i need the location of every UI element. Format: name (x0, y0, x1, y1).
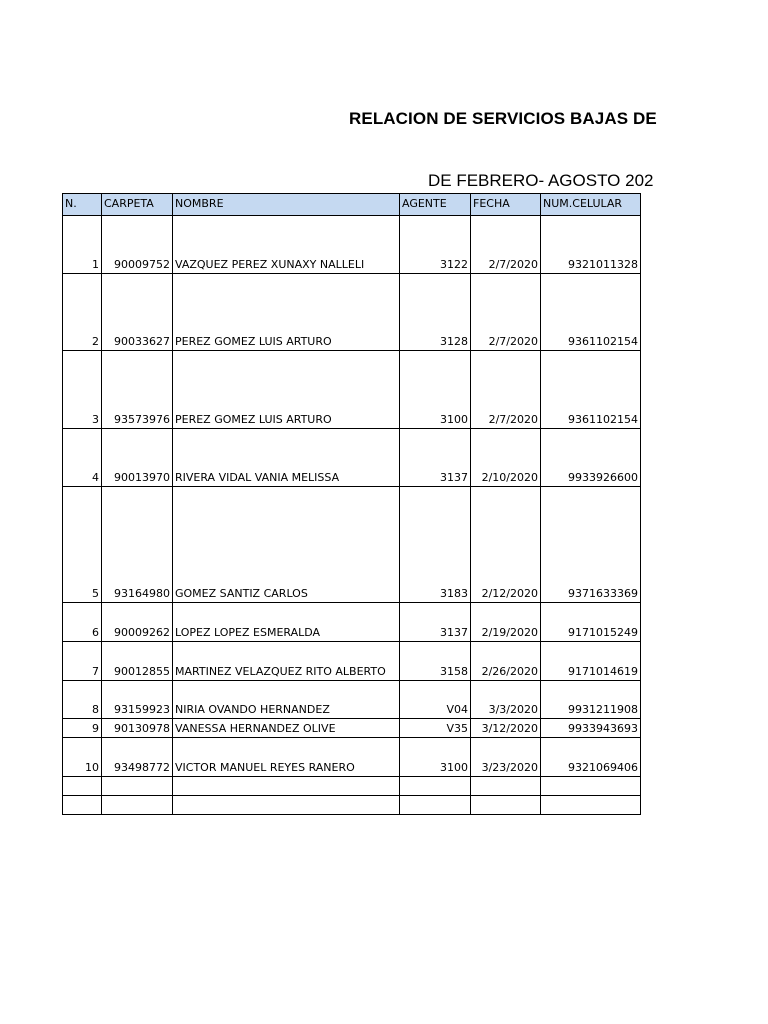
header-agente: AGENTE (400, 194, 471, 216)
empty-row (63, 777, 641, 796)
cell-agente: 3137 (400, 603, 471, 642)
cell-fecha: 2/10/2020 (471, 429, 541, 487)
cell-agente: V35 (400, 719, 471, 738)
cell-n: 2 (63, 274, 102, 351)
header-carpeta: CARPETA (102, 194, 173, 216)
cell-n: 10 (63, 738, 102, 777)
cell-carpeta: 90009752 (102, 216, 173, 274)
cell-n: 1 (63, 216, 102, 274)
empty-row (63, 796, 641, 815)
empty-cell (63, 796, 102, 815)
cell-celular: 9171014619 (541, 642, 641, 681)
header-row (63, 194, 641, 216)
empty-cell (400, 796, 471, 815)
cell-celular: 9371633369 (541, 487, 641, 603)
header-nombre: NOMBRE (173, 194, 400, 216)
cell-carpeta: 93164980 (102, 487, 173, 603)
cell-carpeta: 90012855 (102, 642, 173, 681)
cell-celular: 9321011328 (541, 216, 641, 274)
empty-cell (541, 796, 641, 815)
cell-carpeta: 93498772 (102, 738, 173, 777)
cell-nombre: VANESSA HERNANDEZ OLIVE (173, 719, 400, 738)
cell-fecha: 3/12/2020 (471, 719, 541, 738)
cell-agente: 3100 (400, 351, 471, 429)
cell-fecha: 3/23/2020 (471, 738, 541, 777)
cell-agente: 3128 (400, 274, 471, 351)
header-celular: NUM.CELULAR (541, 194, 641, 216)
cell-nombre: NIRIA OVANDO HERNANDEZ (173, 681, 400, 719)
cell-nombre: PEREZ GOMEZ LUIS ARTURO (173, 351, 400, 429)
cell-n: 5 (63, 487, 102, 603)
cell-celular: 9931211908 (541, 681, 641, 719)
table-row (63, 274, 641, 351)
empty-cell (173, 777, 400, 796)
header-fecha: FECHA (471, 194, 541, 216)
cell-carpeta: 93159923 (102, 681, 173, 719)
cell-nombre: LOPEZ LOPEZ ESMERALDA (173, 603, 400, 642)
table-row (63, 429, 641, 487)
cell-nombre: RIVERA VIDAL VANIA MELISSA (173, 429, 400, 487)
table-row (63, 216, 641, 274)
empty-cell (400, 777, 471, 796)
cell-carpeta: 90130978 (102, 719, 173, 738)
services-table (62, 193, 641, 815)
table-row (63, 487, 641, 603)
cell-fecha: 2/7/2020 (471, 274, 541, 351)
cell-nombre: MARTINEZ VELAZQUEZ RITO ALBERTO (173, 642, 400, 681)
cell-nombre: PEREZ GOMEZ LUIS ARTURO (173, 274, 400, 351)
cell-carpeta: 90009262 (102, 603, 173, 642)
cell-fecha: 2/19/2020 (471, 603, 541, 642)
empty-cell (102, 796, 173, 815)
cell-n: 7 (63, 642, 102, 681)
empty-cell (173, 796, 400, 815)
table-row (63, 738, 641, 777)
cell-agente: 3183 (400, 487, 471, 603)
empty-cell (102, 777, 173, 796)
empty-cell (471, 796, 541, 815)
cell-celular: 9361102154 (541, 274, 641, 351)
cell-celular: 9933926600 (541, 429, 641, 487)
table-row (63, 719, 641, 738)
header-n: N. (63, 194, 102, 216)
table-row (63, 681, 641, 719)
cell-agente: 3158 (400, 642, 471, 681)
empty-cell (541, 777, 641, 796)
empty-cell (471, 777, 541, 796)
table-row (63, 603, 641, 642)
document-subtitle: DE FEBRERO- AGOSTO 202 (428, 171, 654, 190)
cell-n: 3 (63, 351, 102, 429)
cell-carpeta: 90033627 (102, 274, 173, 351)
cell-agente: 3137 (400, 429, 471, 487)
cell-carpeta: 90013970 (102, 429, 173, 487)
cell-fecha: 3/3/2020 (471, 681, 541, 719)
cell-nombre: VICTOR MANUEL REYES RANERO (173, 738, 400, 777)
cell-celular: 9361102154 (541, 351, 641, 429)
cell-n: 8 (63, 681, 102, 719)
cell-agente: V04 (400, 681, 471, 719)
cell-fecha: 2/7/2020 (471, 216, 541, 274)
cell-celular: 9933943693 (541, 719, 641, 738)
cell-fecha: 2/7/2020 (471, 351, 541, 429)
cell-n: 6 (63, 603, 102, 642)
cell-n: 4 (63, 429, 102, 487)
cell-nombre: GOMEZ SANTIZ CARLOS (173, 487, 400, 603)
cell-agente: 3122 (400, 216, 471, 274)
cell-celular: 9171015249 (541, 603, 641, 642)
document-title: RELACION DE SERVICIOS BAJAS DE (349, 109, 657, 128)
cell-carpeta: 93573976 (102, 351, 173, 429)
table-row (63, 642, 641, 681)
cell-nombre: VAZQUEZ PEREZ XUNAXY NALLELI (173, 216, 400, 274)
cell-fecha: 2/12/2020 (471, 487, 541, 603)
cell-celular: 9321069406 (541, 738, 641, 777)
table-row (63, 351, 641, 429)
empty-cell (63, 777, 102, 796)
cell-agente: 3100 (400, 738, 471, 777)
cell-n: 9 (63, 719, 102, 738)
cell-fecha: 2/26/2020 (471, 642, 541, 681)
